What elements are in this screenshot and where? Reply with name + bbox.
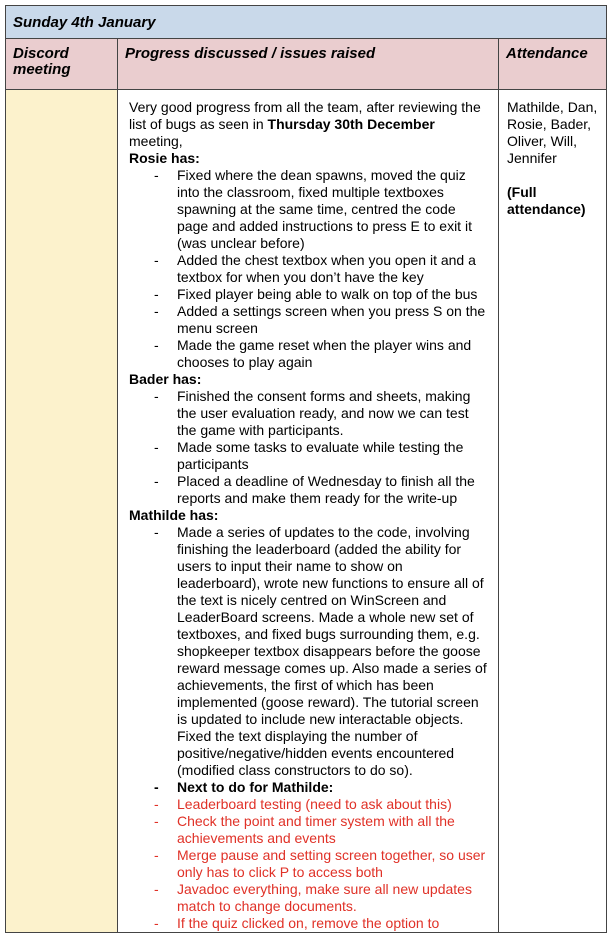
list-item: - Added a settings screen when you press S on the menu screen: [154, 303, 486, 336]
attendee-names: Mathilde, Dan, Rosie, Bader, Oliver, Will, Jennifer: [507, 99, 598, 166]
bader-heading: Bader has:: [129, 371, 202, 387]
column-header-attendance: Attendance: [498, 39, 607, 90]
attendance-status: (Full attendance): [507, 184, 586, 217]
list-item: - Made a series of updates to the code, involving finishing the leaderboard (added the ability for users to input their name to show on leaderboard), wrote new functions to ensure all of the text is nicely centred on WinScreen and LeaderBoard screens. Made a whole new set of textboxes, and fixed bugs surrounding them, e.g. shopkeeper textbox disappears before the goose reward message comes up. Also made a series of achievements, the first of which has been implemented (goose reward). The tutorial screen is updated to include new interactable objects. Fixed the text displaying the number of positive/negative/hidden events encountered (modified class constructors to do so).: [154, 524, 487, 778]
progress-content: [129, 99, 489, 932]
bader-task-list: [129, 388, 489, 507]
list-item: - Made some tasks to evaluate while testing the participants: [154, 439, 464, 472]
date-header-row: [5, 5, 607, 39]
rosie-task-list: [129, 167, 489, 371]
attendance-content: [507, 99, 603, 218]
todo-item: - Check the point and timer system with all the achievements and events: [154, 813, 455, 846]
mathilde-heading: Mathilde has:: [129, 507, 219, 523]
list-item: - Finished the consent forms and sheets, making the user evaluation ready, and now we can test the game with participants.: [154, 388, 471, 438]
column-header-progress: Progress discussed / issues raised: [117, 39, 499, 90]
progress-cell: [117, 89, 499, 933]
todo-item: - Merge pause and setting screen together, so user only has to click P to access both: [154, 847, 486, 880]
todo-item: - Leaderboard testing (need to ask about this): [154, 796, 452, 812]
rosie-heading: Rosie has:: [129, 150, 200, 166]
todo-item: - If the quiz clicked on, remove the option to: [154, 915, 440, 931]
next-todo-heading: - Next to do for Mathilde:: [154, 779, 334, 795]
list-item: - Fixed where the dean spawns, moved the quiz into the classroom, fixed multiple textboxes spawning at the same time, centred the code page and added instructions to press E to exit it (was unclear before): [154, 167, 472, 251]
list-item: - Made the game reset when the player wins and chooses to play again: [154, 337, 472, 370]
meeting-date: Sunday 4th January: [13, 14, 156, 31]
referenced-meeting-date: Thursday 30th December: [267, 116, 435, 132]
meeting-table: [5, 5, 607, 933]
todo-item: - Javadoc everything, make sure all new updates match to change documents.: [154, 881, 472, 914]
list-item: - Placed a deadline of Wednesday to finish all the reports and make them ready for the write-up: [154, 473, 475, 506]
attendance-cell: [498, 89, 607, 933]
column-header-meeting: Discord meeting: [5, 39, 118, 90]
list-item: - Added the chest textbox when you open it and a textbox for when you don’t have the key: [154, 252, 476, 285]
list-item: - Fixed player being able to walk on top of the bus: [154, 286, 478, 302]
mathilde-task-list: [129, 524, 489, 932]
intro-paragraph: Very good progress from all the team, after reviewing the list of bugs as seen in Thursday 30th December meeting,: [129, 99, 481, 149]
meeting-type-cell: [5, 89, 118, 933]
